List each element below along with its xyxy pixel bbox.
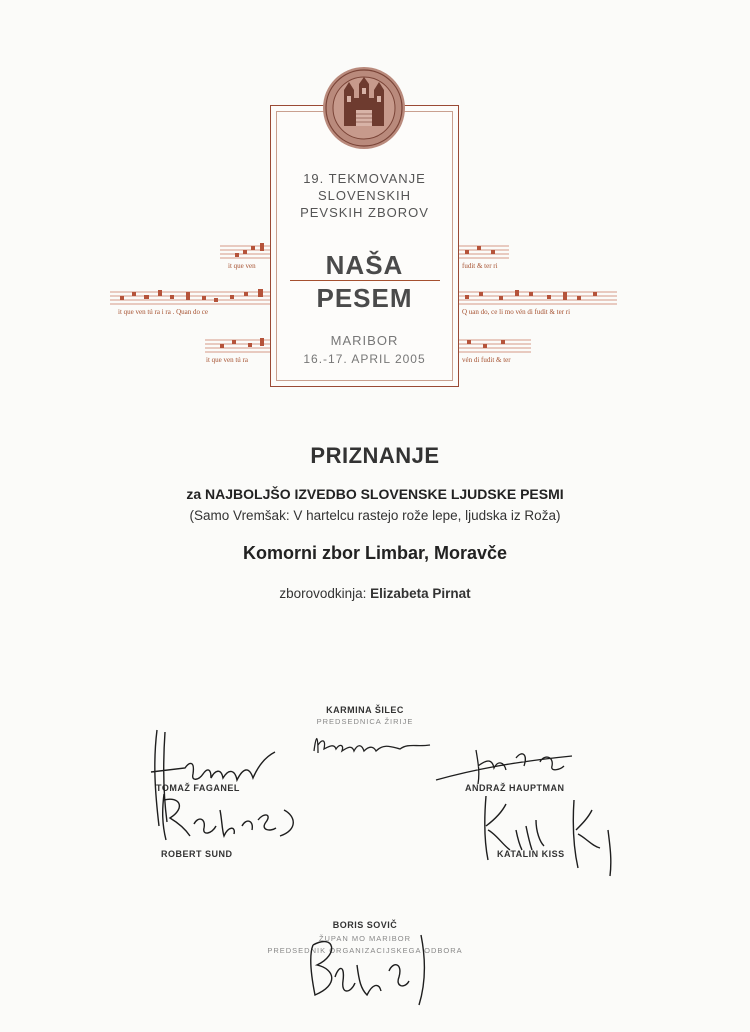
award-category: za NAJBOLJŠO IZVEDBO SLOVENSKE LJUDSKE PESMI	[186, 486, 564, 502]
lyrics-left-2: it que ven tú ra i ra . Quan do ce	[118, 308, 208, 316]
competition-line-1: 19. TEKMOVANJE	[303, 171, 426, 186]
title-divider	[290, 280, 440, 281]
president-name: KARMINA ŠILEC	[326, 705, 404, 715]
mayor-role-2: PREDSEDNIK ORGANIZACIJSKEGA ODBORA	[267, 946, 463, 955]
conductor-label: zborovodkinja:	[279, 586, 367, 601]
lyrics-right-2: Q uan do, ce li mo vén di fudit & ter ri	[462, 308, 571, 316]
mayor-signature-icon	[295, 925, 455, 1015]
title-line-1: NAŠA	[325, 250, 404, 280]
judge3-name: ROBERT SUND	[161, 849, 233, 859]
competition-line-3: PEVSKIH ZBOROV	[300, 205, 429, 220]
lyrics-right-1: fudit & ter ri	[462, 262, 498, 270]
mayor-name: BORIS SOVIČ	[332, 920, 398, 930]
title-line-2: PESEM	[316, 283, 413, 313]
conductor-line	[0, 586, 750, 601]
music-staff-right	[459, 240, 619, 370]
lyrics-left-1: it que ven	[228, 262, 256, 270]
lyrics-right-3: vén di fudit & ter	[462, 356, 511, 364]
judge3-signature-icon	[150, 790, 310, 844]
mayor-role-1: ŽUPAN MO MARIBOR	[318, 934, 412, 943]
president-signature-icon	[308, 725, 438, 761]
competition-line-2: SLOVENSKIH	[317, 188, 412, 203]
judge4-name: KATALIN KISS	[497, 849, 565, 859]
judge1-name: TOMAŽ FAGANEL	[156, 783, 240, 793]
venue-city: MARIBOR	[330, 333, 399, 348]
music-staff-left	[110, 240, 270, 370]
conductor-name: Elizabeta Pirnat	[370, 586, 471, 601]
judge2-signature-icon	[432, 740, 582, 790]
venue-dates: 16.-17. APRIL 2005	[303, 352, 426, 366]
choir-name: Komorni zbor Limbar, Moravče	[242, 543, 508, 563]
judge2-name: ANDRAŽ HAUPTMAN	[465, 783, 565, 793]
city-seal-icon	[322, 66, 406, 150]
judge4-signature-icon	[470, 790, 620, 880]
president-role: PREDSEDNICA ŽIRIJE	[316, 717, 414, 726]
award-title: PRIZNANJE	[310, 443, 440, 468]
lyrics-left-3: it que ven tú ra	[206, 356, 248, 364]
award-song: (Samo Vremšak: V hartelcu rastejo rože lepe, ljudska iz Roža)	[189, 508, 561, 523]
